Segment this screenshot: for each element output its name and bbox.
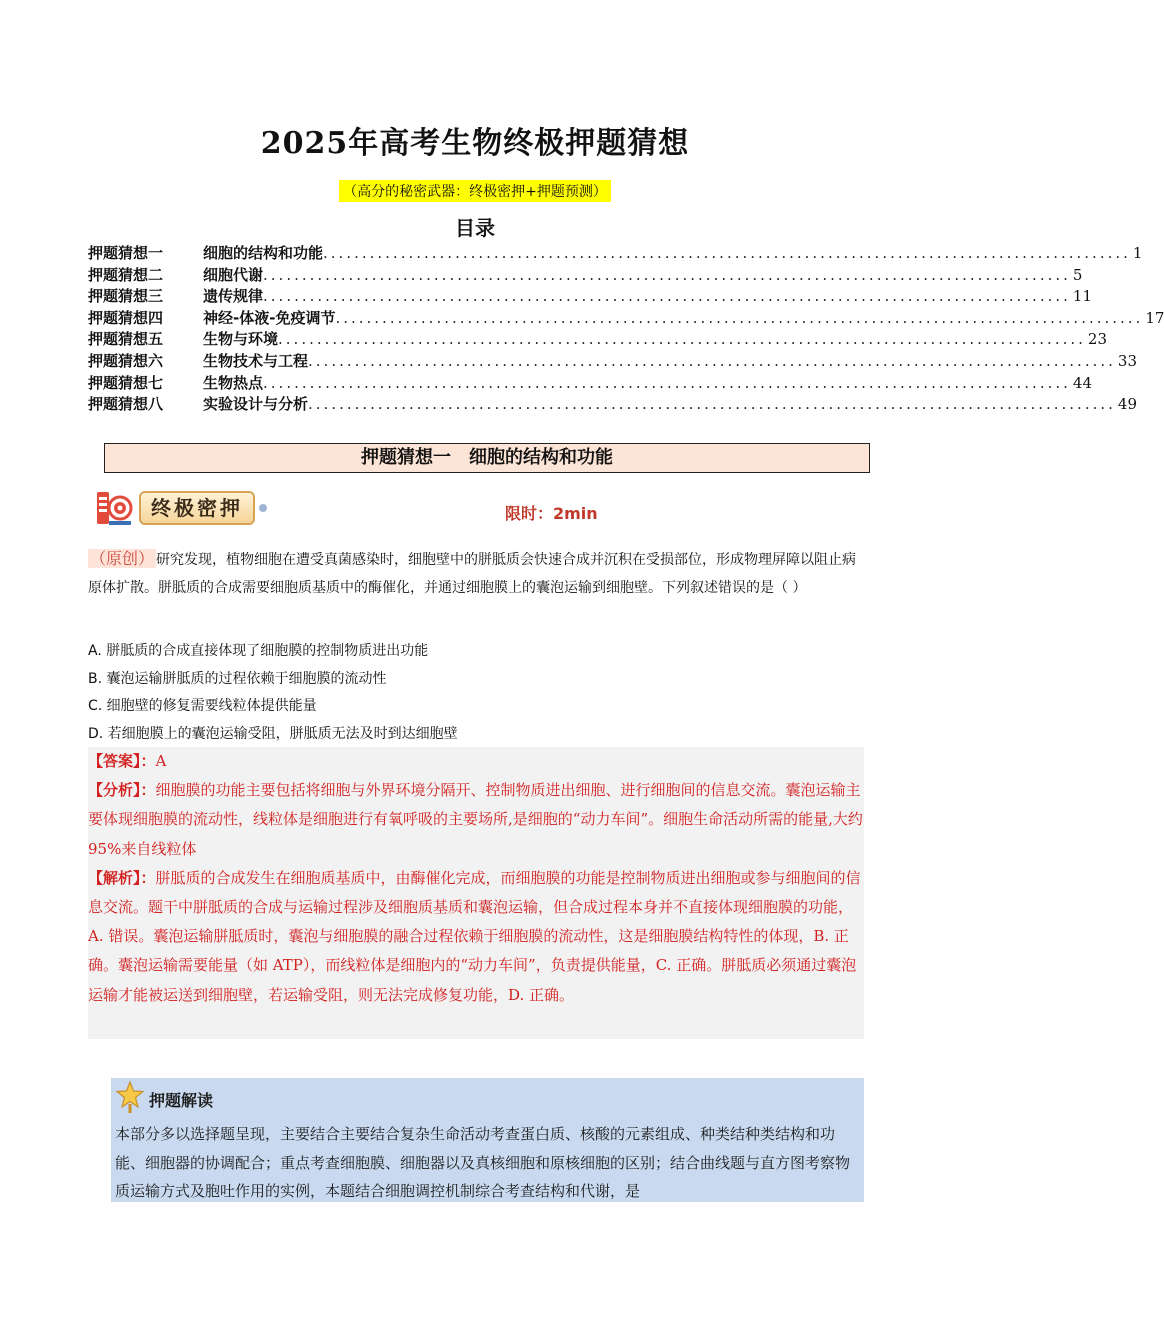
toc-entry-title: 实验设计与分析 xyxy=(203,395,309,414)
analysis-paragraph xyxy=(88,776,864,864)
original-tag: （原创） xyxy=(90,549,155,568)
toc-leader-dots: ........................................................................................................ xyxy=(308,351,1116,370)
toc-entry-number: 押题猜想八 xyxy=(88,395,164,414)
toc-entry[interactable] xyxy=(88,372,1092,394)
toc-leader-dots: ........................................................................................................ xyxy=(335,308,1144,327)
analysis-text: 细胞膜的功能主要包括将细胞与外界环境分隔开、控制物质进出细胞、进行细胞间的信息交流。囊泡运输主要体现细胞膜的流动性，线粒体是细胞进行有氧呼吸的主要场所,是细胞的“动力车间”。细胞生命活动所需的能量,大约95%来自线粒体 xyxy=(88,781,863,858)
answer-options xyxy=(88,638,864,748)
toc-leader-dots: ........................................................................................................ xyxy=(308,395,1116,414)
interpretation-body: 本部分多以选择题呈现，主要结合主要结合复杂生命活动考查蛋白质、核酸的元素组成、种类结种类结构和功能、细胞器的协调配合；重点考查细胞膜、细胞器以及真核细胞和原核细胞的区别；结合曲线题与直方图考察物质运输方式及胞吐作用的实例，本题结合细胞调控机制综合考查结构和代谢，是 xyxy=(115,1125,851,1200)
explanation-label: 【解析】： xyxy=(88,868,156,887)
toc-entry-title: 生物与环境 xyxy=(203,330,279,349)
toc-entry[interactable] xyxy=(88,307,1164,329)
toc-entry-number: 押题猜想五 xyxy=(88,330,164,349)
toc-entry[interactable] xyxy=(88,285,1092,307)
explanation-paragraph xyxy=(88,864,864,1010)
document-subtitle: （高分的秘密武器：终极密押+押题预测） xyxy=(339,180,611,202)
answer-line xyxy=(88,747,864,776)
toc-entry[interactable] xyxy=(88,242,1143,264)
toc-entry-page: 11 xyxy=(1072,287,1092,306)
toc-entry[interactable] xyxy=(88,264,1083,286)
answer-value: A xyxy=(155,752,167,770)
option-c[interactable]: C. 细胞壁的修复需要线粒体提供能量 xyxy=(88,698,317,714)
toc-entry-number: 押题猜想四 xyxy=(88,308,164,327)
option-d[interactable]: D. 若细胞膜上的囊泡运输受阻，胼胝质无法及时到达细胞壁 xyxy=(88,725,458,742)
toc-entry-page: 33 xyxy=(1117,351,1137,370)
toc-leader-dots: ........................................................................................................ xyxy=(263,373,1071,392)
toc-leader-dots: ........................................................................................................ xyxy=(278,330,1086,349)
analysis-label: 【分析】： xyxy=(88,781,156,800)
toc-entry-number: 押题猜想七 xyxy=(88,373,164,392)
toc-entry-title: 生物热点 xyxy=(203,373,264,392)
option-a[interactable]: A. 胼胝质的合成直接体现了细胞膜的控制物质进出功能 xyxy=(88,643,429,659)
final-prediction-badge xyxy=(95,488,267,528)
toc-entry-title: 生物技术与工程 xyxy=(203,351,309,370)
toc-entry[interactable] xyxy=(88,393,1137,415)
badge-label: 终极密押 xyxy=(139,491,255,525)
section-heading: 押题猜想一 细胞的结构和功能 xyxy=(104,443,870,473)
question-stem xyxy=(88,545,864,602)
toc-entry-page: 17 xyxy=(1145,308,1164,327)
toc-entry-page: 5 xyxy=(1072,265,1083,284)
time-limit: 限时：2min xyxy=(505,504,598,523)
interpretation-box xyxy=(111,1078,864,1202)
toc-entry-page: 23 xyxy=(1087,330,1107,349)
toc-entry[interactable] xyxy=(88,350,1137,372)
toc-entry-page: 49 xyxy=(1117,395,1137,414)
toc-heading: 目录 xyxy=(455,216,495,240)
star-icon xyxy=(115,1080,145,1118)
toc-entry-title: 细胞代谢 xyxy=(203,265,264,284)
target-icon xyxy=(95,488,135,528)
explanation-text: 胼胝质的合成发生在细胞质基质中，由酶催化完成，而细胞膜的功能是控制物质进出细胞或参与细胞间的信息交流。题干中胼胝质的合成与运输过程涉及细胞质基质和囊泡运输，但合成过程本身并不直接体现细胞膜的功能，A. 错误。囊泡运输胼胝质时，囊泡与细胞膜的融合过程依赖于细胞膜的流动性，这是细胞膜结构特性的体现，B. 正确。囊泡运输需要能量（如 ATP），而线粒体是细胞内的“动力车间”，负责提供能量，C. 正确。胼胝质必须通过囊泡运输才能被运送到细胞壁，若运输受阻，则无法完成修复功能，D. 正确。 xyxy=(88,868,861,1004)
table-of-contents xyxy=(88,242,1164,415)
toc-entry-title: 细胞的结构和功能 xyxy=(203,244,324,262)
toc-entry-page: 1 xyxy=(1132,244,1143,262)
toc-entry[interactable] xyxy=(88,328,1107,350)
toc-entry-page: 44 xyxy=(1072,373,1092,392)
toc-entry-number: 押题猜想二 xyxy=(88,265,164,284)
toc-entry-number: 押题猜想六 xyxy=(88,351,164,370)
answer-label: 【答案】： xyxy=(88,752,156,770)
badge-dot-icon xyxy=(259,504,267,512)
toc-entry-number: 押题猜想一 xyxy=(88,244,164,262)
toc-leader-dots: ........................................................................................................ xyxy=(323,244,1131,262)
toc-leader-dots: ........................................................................................................ xyxy=(263,287,1071,306)
answer-explanation xyxy=(88,747,864,1039)
document-title: 2025年高考生物终极押题猜想 xyxy=(260,126,690,161)
toc-entry-number: 押题猜想三 xyxy=(88,287,164,306)
interpretation-title: 押题解读 xyxy=(149,1090,214,1110)
toc-entry-title: 遗传规律 xyxy=(203,287,264,306)
question-text: 研究发现，植物细胞在遭受真菌感染时，细胞壁中的胼胝质会快速合成并沉积在受损部位，形成物理屏障以阻止病原体扩散。胼胝质的合成需要细胞质基质中的酶催化，并通过细胞膜上的囊泡运输到细胞壁。下列叙述错误的是（ ） xyxy=(88,552,857,596)
toc-entry-title: 神经-体液-免疫调节 xyxy=(203,308,336,327)
toc-leader-dots: ........................................................................................................ xyxy=(263,265,1071,284)
option-b[interactable]: B. 囊泡运输胼胝质的过程依赖于细胞膜的流动性 xyxy=(88,670,387,687)
